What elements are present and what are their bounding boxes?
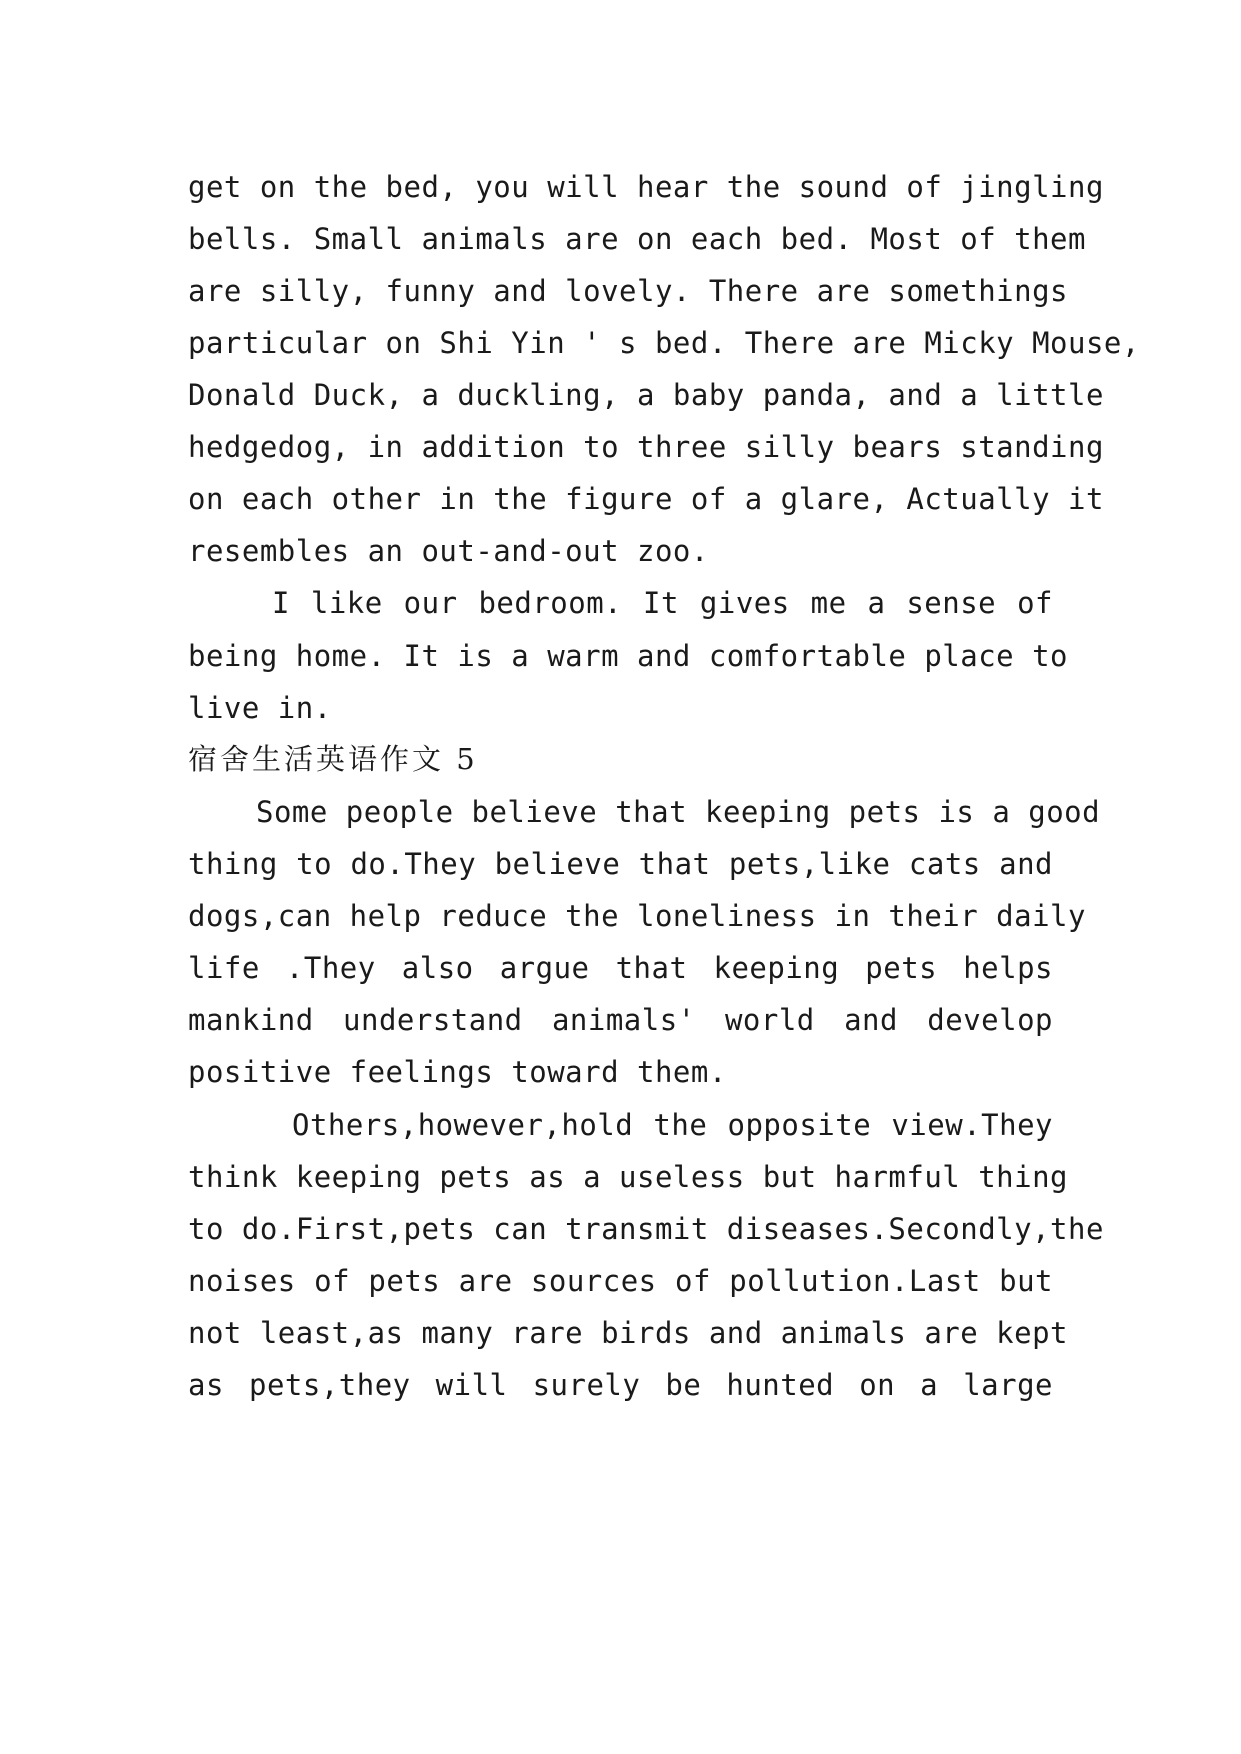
text-line: live in. — [188, 691, 332, 725]
text-line: not least,as many rare birds and animals are kept — [188, 1316, 1069, 1350]
text-line: as pets,they will surely be hunted on a large — [188, 1368, 1053, 1402]
text-line: particular on Shi Yin ' s bed. There are Micky Mouse, — [188, 326, 1140, 360]
text-line: resembles an out-and-out zoo. — [188, 534, 709, 568]
text-line: dogs,can help reduce the loneliness in their daily — [188, 899, 1086, 933]
text-line: Others,however,hold the opposite view.They — [292, 1108, 1053, 1142]
text-line: being home. It is a warm and comfortable place to — [188, 639, 1069, 673]
text-line: noises of pets are sources of pollution.Last but — [188, 1264, 1053, 1298]
text-line: on each other in the figure of a glare, Actually it — [188, 482, 1104, 516]
text-line: life .They also argue that keeping pets helps — [188, 951, 1053, 985]
text-line: positive feelings toward them. — [188, 1055, 727, 1089]
text-line: I like our bedroom. It gives me a sense of — [272, 586, 1053, 620]
text-line: get on the bed, you will hear the sound of jingling — [188, 170, 1104, 204]
text-line: thing to do.They believe that pets,like cats and — [188, 847, 1053, 881]
text-line: are silly, funny and lovely. There are somethings — [188, 274, 1069, 308]
text-line: bells. Small animals are on each bed. Most of them — [188, 222, 1086, 256]
text-line: hedgedog, in addition to three silly bears standing — [188, 430, 1104, 464]
text-line: Donald Duck, a duckling, a baby panda, and a little — [188, 378, 1104, 412]
text-line: Some people believe that keeping pets is a good — [256, 795, 1101, 829]
text-line: to do.First,pets can transmit diseases.Secondly,the — [188, 1212, 1104, 1246]
text-line: think keeping pets as a useless but harmful thing — [188, 1160, 1069, 1194]
section-heading: 宿舍生活英语作文 5 — [188, 742, 478, 776]
text-line: mankind understand animals' world and develop — [188, 1003, 1053, 1037]
